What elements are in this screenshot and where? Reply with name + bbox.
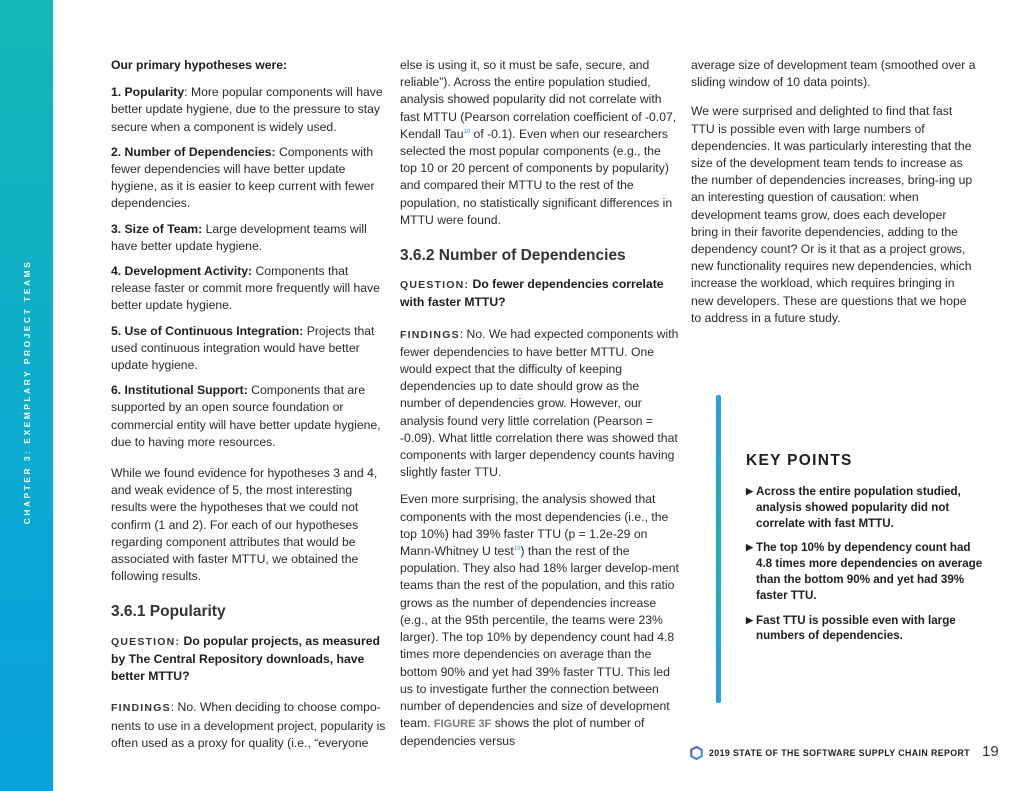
column-1 bbox=[111, 57, 386, 760]
hexagon-logo-icon bbox=[690, 746, 703, 760]
hypothesis-6: 6. Institutional Support: Components that are supported by an open source foundation or commercial entity will have better update hygiene, due to having more resources. bbox=[111, 383, 381, 449]
results-summary: While we found evidence for hypotheses 3 and 4, and weak evidence of 5, the most interesting results were the hypotheses that we could not confirm (1 and 2). For each of our hypotheses regarding component attributes that would be associated with faster MTTU, we obtained the following results. bbox=[111, 466, 378, 584]
key-point: ▶ The top 10% by dependency count had 4.8 times more dependencies on average than the bottom 90% and yet had 39% faster TTU. bbox=[746, 541, 983, 602]
key-points-list bbox=[746, 484, 986, 644]
key-points-accent-bar bbox=[716, 395, 721, 703]
hypothesis-3: 3. Size of Team: Large development teams will have better update hygiene. bbox=[111, 221, 367, 253]
column-2 bbox=[400, 57, 680, 759]
dependencies-question: QUESTION: Do fewer dependencies correlate with faster MTTU? bbox=[400, 277, 664, 310]
hypothesis-5: 5. Use of Continuous Integration: Projects that used continuous integration would have better update hygiene. bbox=[111, 323, 375, 373]
popularity-findings: FINDINGS: No. When deciding to choose compo-nents to use in a development project, popularity is often used as a proxy for quality (i.e., “everyone bbox=[111, 700, 386, 750]
page-footer bbox=[690, 743, 970, 763]
hypotheses-intro: Our primary hypotheses were: bbox=[111, 58, 288, 72]
chapter-label: CHAPTER 3: EXEMPLARY PROJECT TEAMS bbox=[22, 259, 32, 525]
hypothesis-4: 4. Development Activity: Components that release faster or commit more frequently will have better update hygiene. bbox=[111, 264, 380, 313]
hypothesis-1: 1. Popularity: More popular components will have better update hygiene, due to the pressure to stay secure when a component is widely used. bbox=[111, 85, 383, 134]
popularity-question: QUESTION: Do popular projects, as measured by The Central Repository downloads, have better MTTU? bbox=[111, 633, 380, 684]
key-point: ▶ Across the entire population studied, analysis showed popularity did not correlate with fast MTTU. bbox=[746, 485, 961, 530]
footnote-18[interactable]: 18 bbox=[463, 128, 471, 135]
page-number: 19 bbox=[982, 743, 999, 760]
triangle-bullet-icon: ▶ bbox=[746, 542, 753, 553]
footnote-19[interactable]: 19 bbox=[513, 546, 521, 553]
report-title: 2019 STATE OF THE SOFTWARE SUPPLY CHAIN REPORT bbox=[709, 748, 971, 758]
key-point: ▶ Fast TTU is possible even with large numbers of dependencies. bbox=[746, 613, 956, 643]
key-points-box bbox=[746, 452, 986, 653]
key-points-heading: KEY POINTS bbox=[746, 452, 853, 469]
section-heading-dependencies: 3.6.2 Number of Dependencies bbox=[400, 247, 626, 265]
column-3 bbox=[691, 57, 976, 335]
triangle-bullet-icon: ▶ bbox=[746, 614, 753, 625]
column3-para2: We were surprised and delighted to find that fast TTU is possible even with large numbers of dependencies. It was particularly interesting that the size of the development team tends to increase as the number of dependencies increases, bring-ing up an interesting question of causation: when development teams grow, does each developer bring in their favorite dependencies, adding to the dependency count? Or is it that as a project grows, new functionality requires new dependencies, which increase the workload, which requires bringing in new developers. These are questions that we hope to address in a future study. bbox=[691, 104, 973, 325]
chapter-sidebar bbox=[0, 0, 53, 791]
hypothesis-2: 2. Number of Dependencies: Components with fewer dependencies will have better update hygiene, as it is easier to keep current with fewer dependencies. bbox=[111, 144, 375, 211]
section-heading-popularity: 3.6.1 Popularity bbox=[111, 603, 226, 621]
popularity-findings-cont: else is using it, so it must be safe, secure, and reliable”). Across the entire population studied, analysis showed popularity did not correlate with fast MTTU (Pearson correlation coefficient of -0.07, Kendall Tau$^{18}$ of -0.1). Even when our researchers selected the most popular components (e.g., the top 10 or 20 percent of components by popularity) and compared their MTTU to the rest of the population, no statistically significant differences in MTTU were found. bbox=[400, 58, 677, 227]
triangle-bullet-icon: ▶ bbox=[746, 486, 753, 496]
surprise-paragraph: Even more surprising, the analysis showed that components with the most dependencies (i.e., the top 10%) had 39% faster TTU (p = 1.2e-29 on Mann-Whitney U test$^{19}$) than the rest of the population. They also had 18% larger develop-ment teams than the rest of the population, and this ratio grows as the number of dependencies increase (e.g., at the 95th percentile, the teams were 23% larger). The top 10% by dependency count had 4.8 times more dependencies on average than the bottom 90% and yet had 39% faster TTU. This led us to investigate further the connection between number of dependencies and size of development team. FIGURE 3F shows the plot of number of dependencies versus bbox=[400, 492, 679, 749]
column3-para1: average size of development team (smoothed over a sliding window of 10 data points). bbox=[691, 58, 976, 90]
dependencies-findings: FINDINGS: No. We had expected components with fewer dependencies to have better MTTU. One would expect that the difficulty of keeping dependencies up to date should grow as the number of dependencies grow. However, our analysis found very little correlation (Pearson = -0.09). What little correlation there was showed that components with larger dependency counts having slightly faster TTU. bbox=[400, 326, 679, 480]
figure-3f-link[interactable]: FIGURE 3F bbox=[433, 718, 492, 731]
